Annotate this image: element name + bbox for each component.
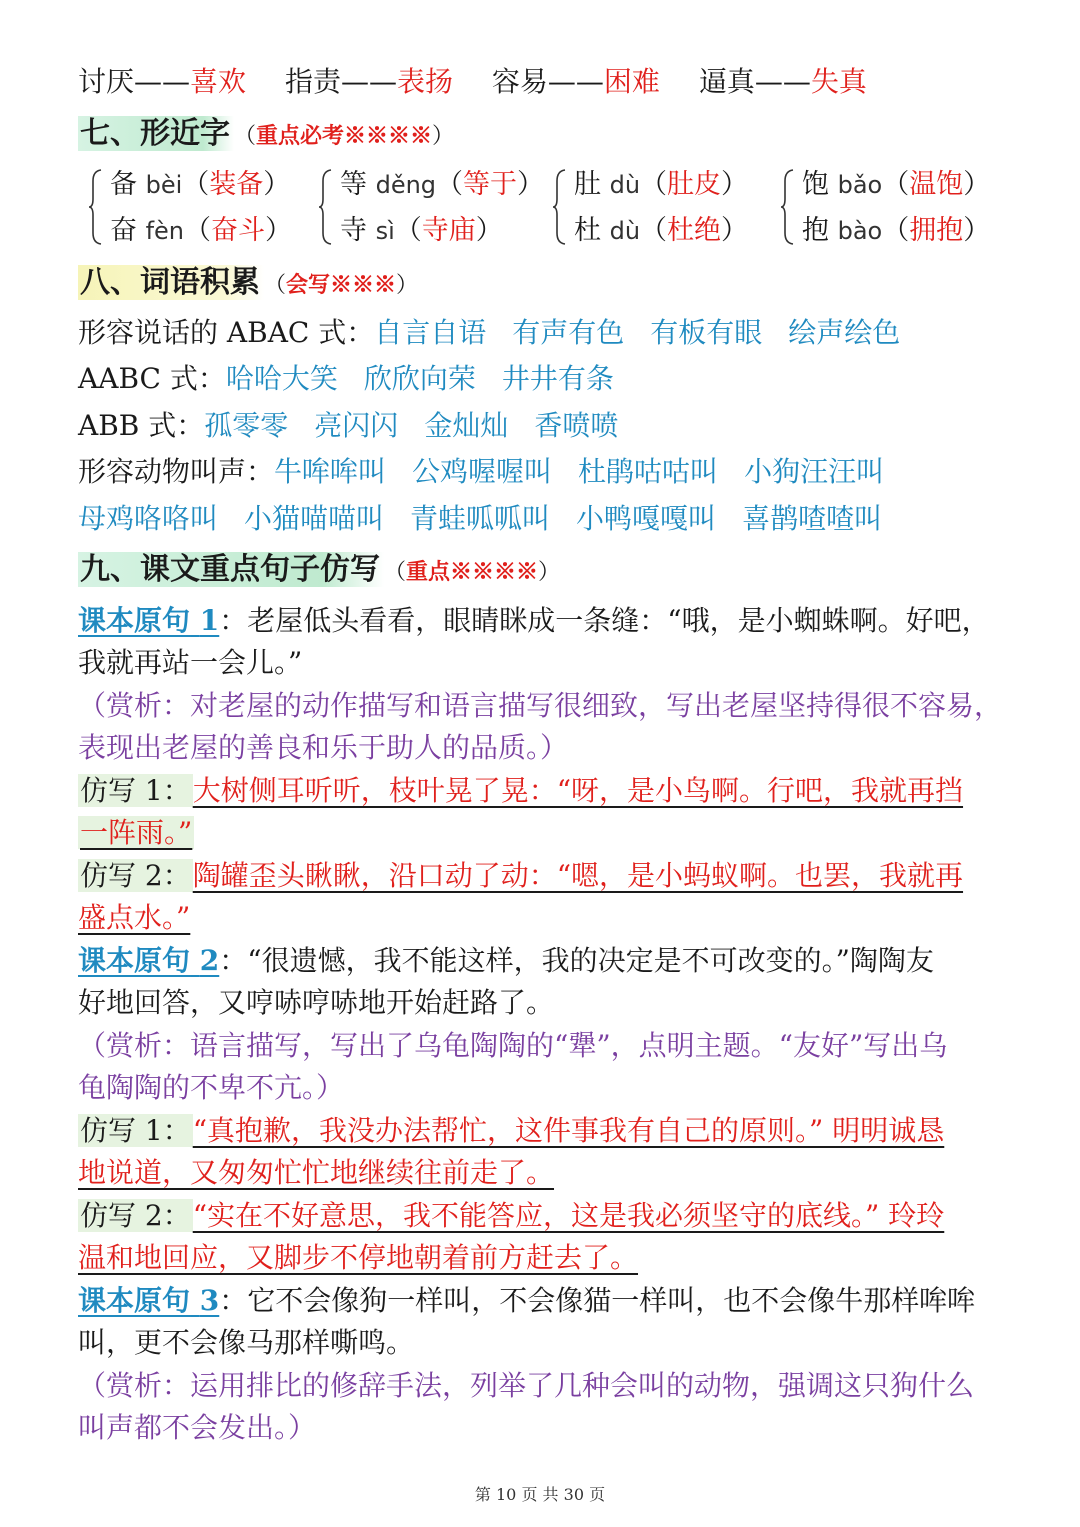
pinyin: dù: [609, 171, 641, 199]
paren: （: [384, 560, 407, 585]
analysis-2-cont: [78, 1068, 344, 1108]
char: 寺: [340, 215, 367, 246]
imitation-text: 一阵雨。”: [80, 816, 193, 849]
vocab-animal-line: [78, 452, 884, 492]
label-text: 课本原句: [78, 1284, 191, 1317]
pinyin: bǎo: [837, 171, 883, 199]
similar-char-row: 杜 dù（杜绝）: [574, 215, 749, 246]
answer-word: 寺庙: [421, 215, 476, 246]
answer-word: 等于: [463, 169, 518, 200]
similar-char-row: 肚 dù（肚皮）: [574, 169, 749, 200]
pinyin: dù: [609, 217, 641, 245]
vocab-abac-line: [78, 313, 900, 353]
vocab-word: 小鸭嘎嘎叫: [576, 502, 717, 535]
vocab-word: 香喷喷: [534, 409, 619, 442]
pinyin: bèi: [145, 171, 183, 199]
section-heading-8: [78, 263, 418, 306]
vocab-label: 形容动物叫声：: [78, 455, 275, 488]
colon: ：: [219, 1284, 248, 1317]
paren: ）: [538, 560, 561, 585]
vocab-word: 母鸡咯咯叫: [78, 502, 219, 535]
label-num: 2: [199, 944, 220, 977]
antonym-word: 指责: [284, 65, 341, 98]
analysis-text: 龟陶陶的不卑不亢。）: [78, 1071, 345, 1104]
original-label: [78, 1284, 219, 1317]
imitation-text: 地说道，又匆匆忙忙地继续往前走了。: [78, 1156, 555, 1189]
original-sentence-2: [78, 941, 934, 981]
brace-icon: [88, 169, 102, 245]
dash: ——: [340, 65, 397, 98]
sentence-text: 老屋低头看看，眼睛眯成一条缝：“哦，是小蜘蛛啊。好吧，: [247, 604, 990, 637]
paren: ）: [432, 124, 455, 149]
sentence-text: “很遗憾，我不能这样，我的决定是不可改变的。”陶陶友: [247, 944, 934, 977]
section-heading-7: [78, 114, 454, 157]
label-text: 课本原句: [78, 604, 191, 637]
vocab-word: 哈哈大笑: [225, 362, 338, 395]
pinyin: děng: [375, 171, 437, 199]
antonym-word: 讨厌: [78, 65, 135, 98]
label-num: 1: [199, 604, 220, 637]
analysis-1: [78, 686, 1002, 726]
vocab-animal-line-2: [78, 499, 882, 539]
vocab-word: 欣欣向荣: [363, 362, 476, 395]
paren: （: [234, 124, 257, 149]
vocab-word: 小狗汪汪叫: [744, 455, 885, 488]
vocab-word: 杜鹃咕咕叫: [578, 455, 719, 488]
imitation-2-2-cont: [78, 1238, 638, 1278]
label-text: 课本原句: [78, 944, 191, 977]
antonym-answer: 困难: [603, 65, 660, 98]
colon: ：: [219, 944, 248, 977]
antonym-answer: 喜欢: [190, 65, 247, 98]
analysis-3: [78, 1366, 974, 1406]
imitation-2-1: [78, 1111, 944, 1151]
analysis-1-cont: [78, 728, 568, 768]
vocab-word: 亮闪闪: [314, 409, 399, 442]
dash: ——: [547, 65, 604, 98]
antonym-answer: 失真: [810, 65, 867, 98]
antonym-word: 逼真: [698, 65, 755, 98]
paren: （: [264, 273, 287, 298]
answer-word: 温饱: [909, 169, 964, 200]
brace-icon: [780, 169, 794, 245]
original-sentence-2-cont: [78, 983, 554, 1023]
char: 肚: [574, 169, 601, 200]
analysis-text: 叫声都不会发出。）: [78, 1411, 317, 1444]
char: 杜: [574, 215, 601, 246]
similar-char-row: 奋 fèn（奋斗）: [110, 215, 293, 246]
section-heading-9: [78, 550, 560, 593]
section-title: 七、形近字: [78, 116, 234, 151]
colon: ：: [219, 604, 248, 637]
original-label: [78, 604, 219, 637]
antonym-word: 容易: [491, 65, 548, 98]
vocab-label: 形容说话的 ABAC 式：: [78, 316, 375, 349]
sentence-text: 它不会像狗一样叫，不会像猫一样叫，也不会像牛那样哞哞: [247, 1284, 976, 1317]
vocab-word: 有板有眼: [650, 316, 763, 349]
section-tag: 会写※※※: [286, 272, 397, 298]
sentence-text: 我就再站一会儿。”: [78, 646, 303, 679]
sentence-text: 好地回答，又哼哧哼哧地开始赶路了。: [78, 986, 555, 1019]
pinyin: fèn: [145, 217, 185, 245]
pinyin: bào: [837, 217, 883, 245]
vocab-word: 公鸡喔喔叫: [412, 455, 553, 488]
analysis-2: [78, 1026, 947, 1066]
imitation-text: 陶罐歪头瞅瞅，沿口动了动：“嗯，是小蚂蚁啊。也罢，我就再: [192, 859, 964, 892]
imitation-1-1: [78, 771, 963, 811]
page-total: 30: [563, 1485, 584, 1504]
answer-word: 奋斗: [211, 215, 266, 246]
page-footer: [0, 1482, 1080, 1505]
answer-word: 肚皮: [667, 169, 722, 200]
analysis-text: （赏析：对老屋的动作描写和语言描写很细致，写出老屋坚持得很不容易，: [78, 689, 1003, 722]
brace-icon: [318, 169, 332, 245]
analysis-text: 表现出老屋的善良和乐于助人的品质。）: [78, 731, 569, 764]
analysis-text: （赏析：运用排比的修辞手法，列举了几种会叫的动物，强调这只狗什么: [78, 1369, 975, 1402]
original-label: [78, 944, 219, 977]
original-sentence-3: [78, 1281, 975, 1321]
original-sentence-1-cont: [78, 643, 302, 683]
vocab-word: 喜鹊喳喳叫: [742, 502, 883, 535]
vocab-word: 孤零零: [204, 409, 289, 442]
similar-char-row: 饱 bǎo（温饱）: [802, 169, 991, 200]
footer-text: 页 共: [521, 1485, 559, 1504]
vocab-word: 有声有色: [512, 316, 625, 349]
imitation-label: 仿写 2：: [80, 859, 191, 892]
imitation-text: 大树侧耳听听，枝叶晃了晃：“呀，是小鸟啊。行吧，我就再挡: [192, 774, 964, 807]
vocab-word: 牛哞哞叫: [274, 455, 387, 488]
paren: ）: [396, 273, 419, 298]
label-num: 3: [199, 1284, 220, 1317]
dash: ——: [754, 65, 811, 98]
footer-text: 第: [474, 1485, 491, 1504]
analysis-text: （赏析：语言描写，写出了乌龟陶陶的“犟”，点明主题。“友好”写出乌: [78, 1029, 948, 1062]
section-tag: 重点※※※※: [406, 559, 539, 585]
analysis-3-cont: [78, 1408, 316, 1448]
vocab-word: 青蛙呱呱叫: [410, 502, 551, 535]
imitation-text: “真抱歉，我没办法帮忙，这件事我有自己的原则。” 明明诚恳: [192, 1114, 945, 1147]
antonym-answer: 表扬: [396, 65, 453, 98]
imitation-label: 仿写 1：: [80, 774, 191, 807]
imitation-2-2: [78, 1196, 944, 1236]
vocab-word: 金灿灿: [424, 409, 509, 442]
section-tag: 重点必考※※※※: [256, 123, 433, 149]
similar-char-row: 备 bèi（装备）: [110, 169, 291, 200]
brace-icon: [552, 169, 566, 245]
dash: ——: [134, 65, 191, 98]
vocab-aabc-line: [78, 359, 614, 399]
section-title: 八、词语积累: [78, 265, 264, 300]
similar-char-row: 抱 bào（拥抱）: [802, 215, 991, 246]
original-sentence-1: [78, 601, 990, 641]
vocab-word: 绘声绘色: [788, 316, 901, 349]
original-sentence-3-cont: [78, 1323, 414, 1363]
imitation-text: 盛点水。”: [78, 901, 191, 934]
vocab-label: ABB 式：: [78, 409, 205, 442]
imitation-text: “实在不好意思，我不能答应，这是我必须坚守的底线。” 玲玲: [192, 1199, 945, 1232]
vocab-word: 小猫喵喵叫: [244, 502, 385, 535]
vocab-abb-line: [78, 406, 618, 446]
answer-word: 拥抱: [909, 215, 964, 246]
vocab-word: 井井有条: [501, 362, 614, 395]
similar-char-row: 等 děng（等于）: [340, 169, 545, 200]
imitation-label: 仿写 1：: [80, 1114, 191, 1147]
imitation-label: 仿写 2：: [80, 1199, 191, 1232]
vocab-word: 自言自语: [374, 316, 487, 349]
char: 等: [340, 169, 367, 200]
char: 抱: [802, 215, 829, 246]
char: 饱: [802, 169, 829, 200]
pinyin: sì: [375, 217, 395, 245]
answer-word: 装备: [209, 169, 264, 200]
similar-char-row: 寺 sì（寺庙）: [340, 215, 503, 246]
sentence-text: 叫，更不会像马那样嘶鸣。: [78, 1326, 415, 1359]
page-number: 10: [496, 1485, 517, 1504]
imitation-2-1-cont: [78, 1153, 554, 1193]
imitation-1-2: [78, 856, 963, 896]
imitation-1-1-cont: [78, 813, 194, 853]
answer-word: 杜绝: [667, 215, 722, 246]
section-title: 九、课文重点句子仿写: [78, 552, 384, 587]
imitation-1-2-cont: [78, 898, 190, 938]
antonym-line: [78, 62, 867, 102]
char: 备: [110, 169, 137, 200]
vocab-label: AABC 式：: [78, 362, 226, 395]
char: 奋: [110, 215, 137, 246]
footer-text: 页: [589, 1485, 606, 1504]
imitation-text: 温和地回应，又脚步不停地朝着前方赶去了。: [78, 1241, 639, 1274]
